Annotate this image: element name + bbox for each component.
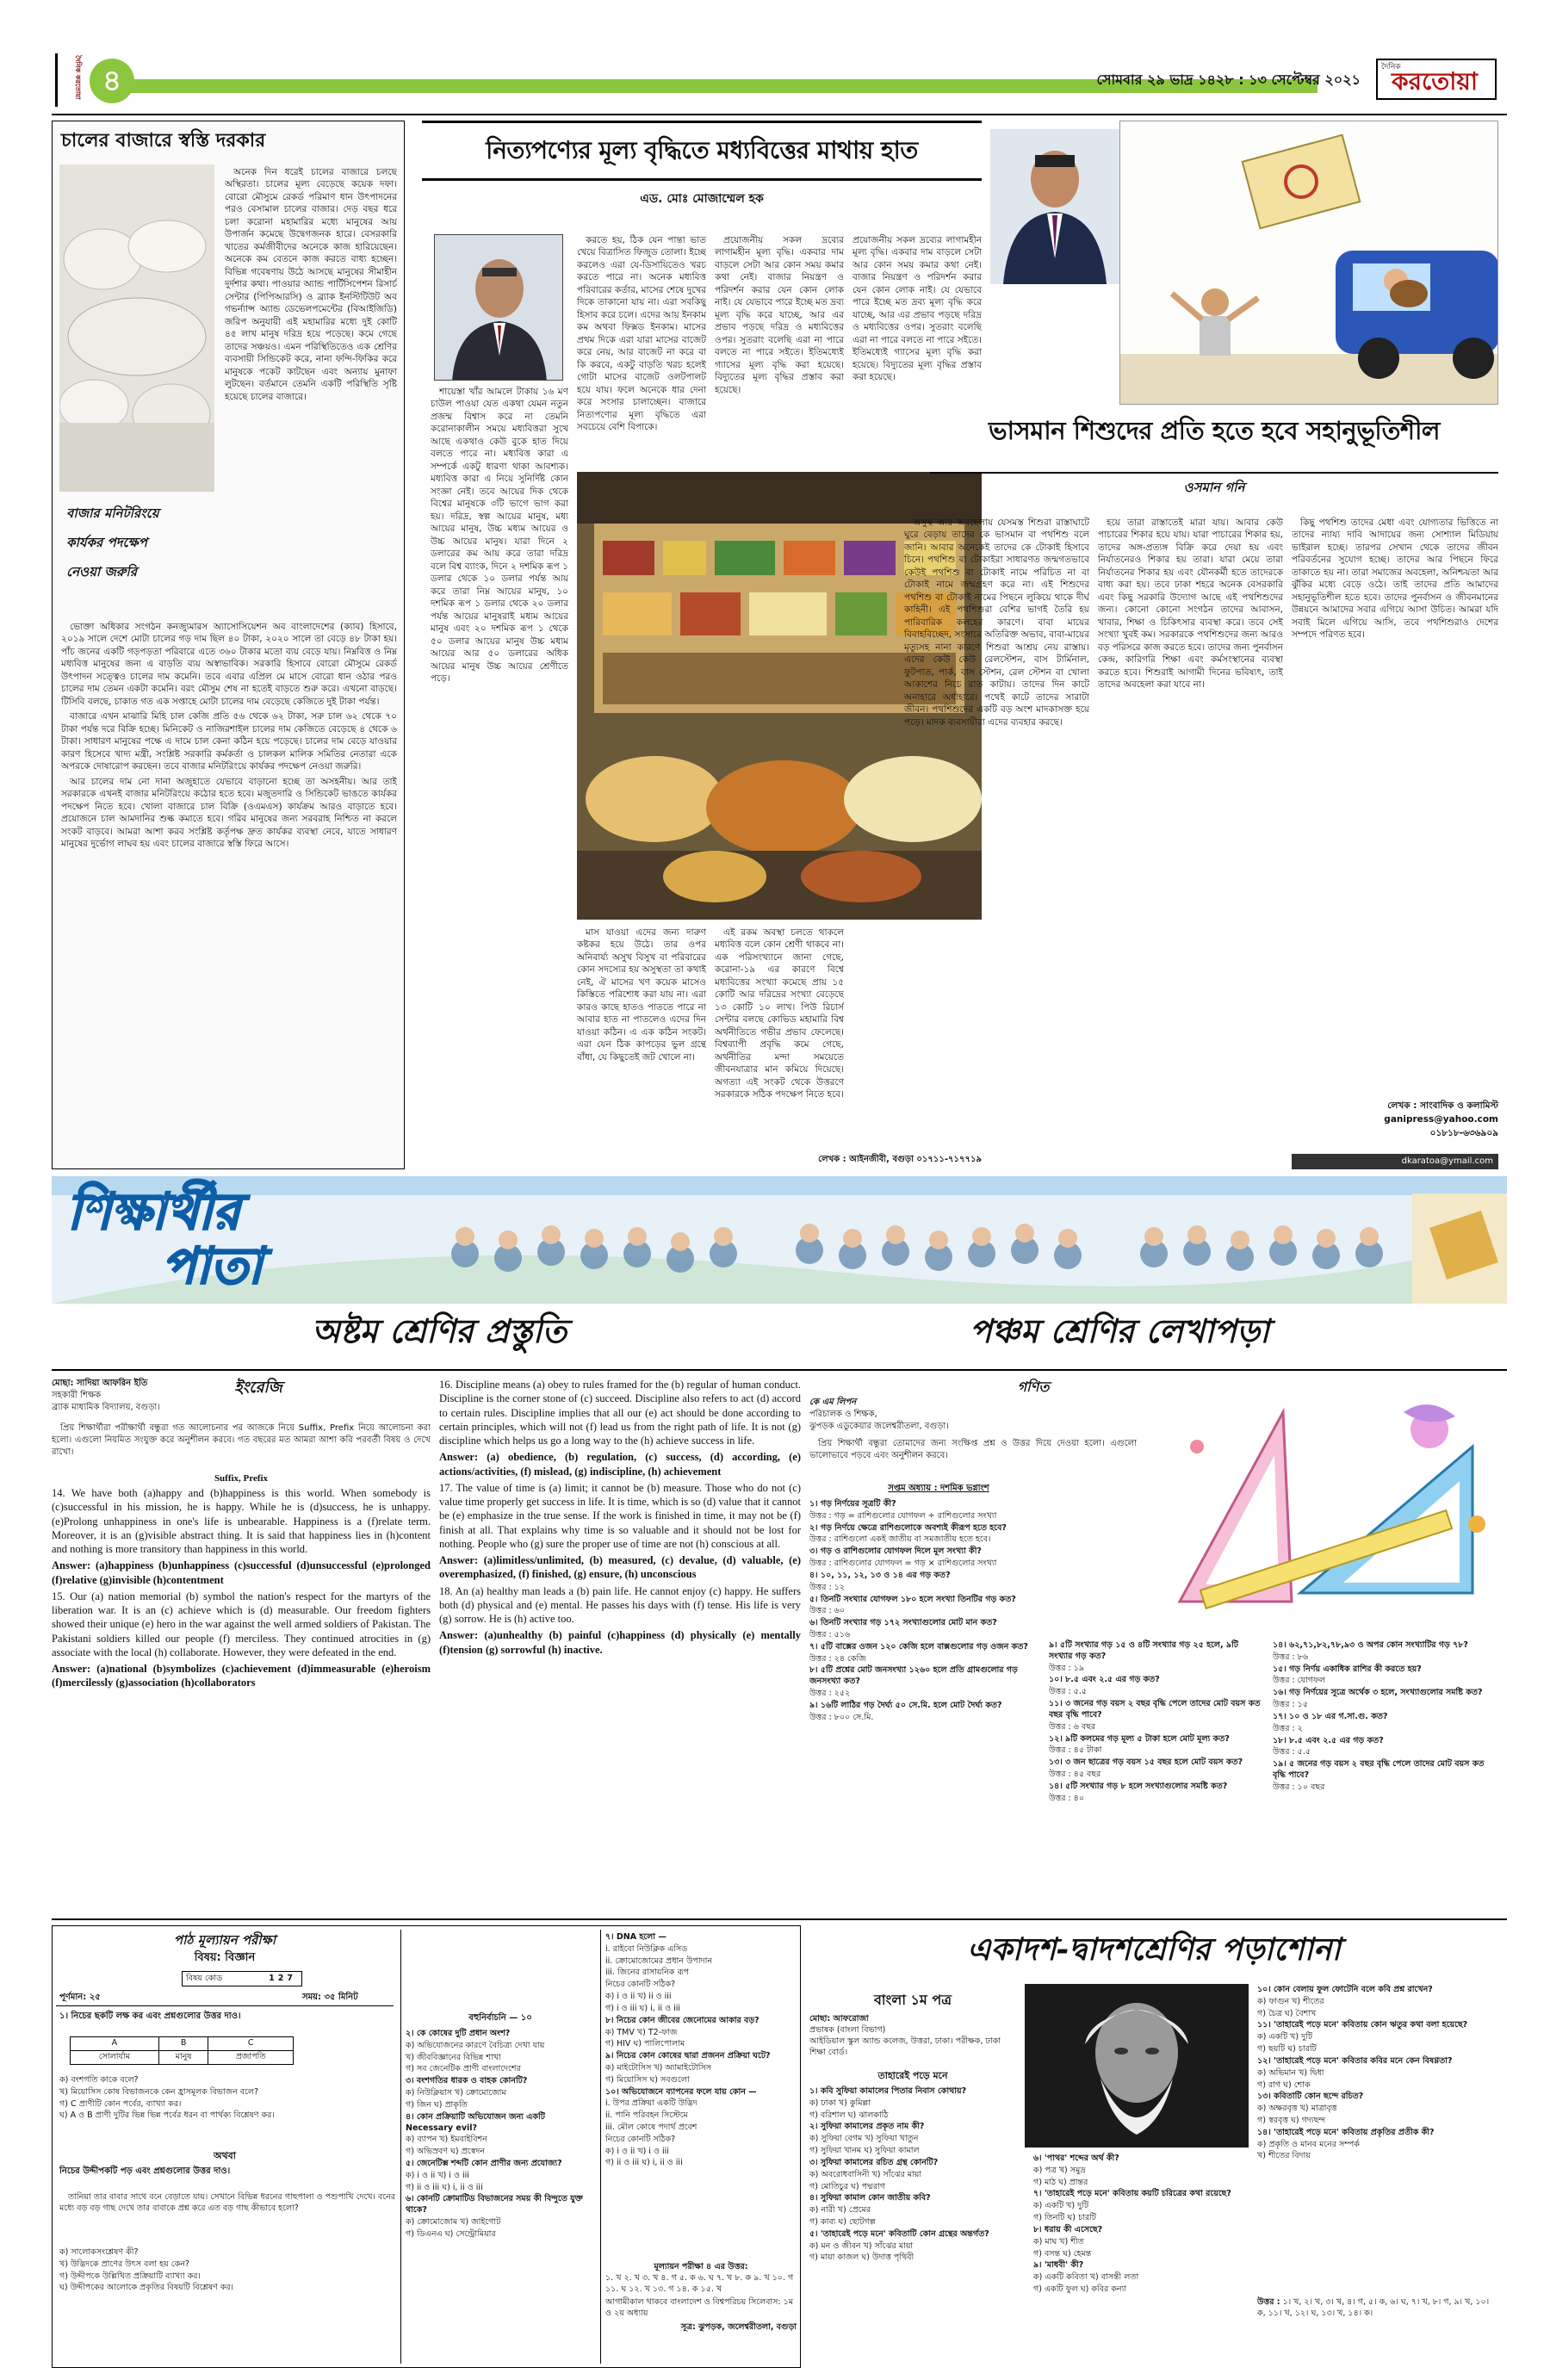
math-qa-line: ৯। ১৬টি লাঠির গড় দৈর্ঘ্য ৫০ সে.মি. হলে মোট দৈর্ঘ্য কত? (809, 1700, 1002, 1710)
class5-qa-mid (1049, 1639, 1264, 1912)
math-qa-line: উত্তর : ১২ (809, 1582, 846, 1592)
mcq-line: গ) ডিএনএ ঘ) সেন্ট্রোমিয়ার (406, 2228, 496, 2239)
class11-heading: একাদশ-দ্বাদশশ্রেণির পড়াশোনা (967, 1931, 1341, 1968)
exam-question-part: খ) উদ্ভিদকে প্রাণের উৎস বলা হয় কেন? (59, 2259, 189, 2269)
mcq-line: গ) HIV ঘ) পালিপোলাম (605, 2039, 685, 2049)
class5-intro: প্রিয় শিক্ষার্থী বন্ধুরা তোমাদের জন্য সংক্ষিপ্ত প্রশ্ন ও উত্তর দিয়ে দেওয়া হলো। এগুলো ভালোভাবে পড়বে এবং অনুশীলন করবে। (809, 1439, 1137, 1460)
bangla-mcq-line: ক) ঢাকা খ) কুমিল্লা (809, 2098, 871, 2108)
math-qa-line: ৫। তিনটি সংখ্যার যোগফল ১৮০ হলে সংখ্যা তিনটির গড় কত? (809, 1594, 1016, 1604)
mcq-line: ক) i ও ii খ) ii ও iii (605, 1992, 672, 2002)
inflation-footer: লেখক : আইনজীবী, বগুড়া ০১৭১১-৭১৭৭১৯ (818, 1155, 982, 1164)
bangla-mcq-line: গ) স্বরবৃত্ত ঘ) গদ্যছন্দ (1257, 2115, 1326, 2125)
class11-qa-left (809, 2086, 1025, 2366)
math-qa-line: ১৯। ৫ জনের গড় বয়স ২ বছর বৃদ্ধি পেলে তাদের মোট বয়স কত বৃদ্ধি পাবে? (1273, 1759, 1485, 1780)
exam-q1: ১। নিচের ছকটি লক্ষ কর এবং প্রশ্নগুলোর উত্তর দাও। (59, 2011, 241, 2021)
bangla-mcq-line: ক) নারী খ) প্রেমের (809, 2205, 871, 2216)
math-qa-line: ৬। তিনটি সংখ্যার গড় ১৭২ সংখ্যাগুলোর মোট মান কত? (809, 1618, 997, 1628)
mcq-line: ক) নিউক্লিয়াস খ) ক্রোমোজোম (406, 2088, 506, 2098)
street-child-cartoon (1120, 121, 1498, 405)
class11-qa-mid (1033, 2153, 1249, 2366)
class8-english-right: 16. Discipline means (a) obey to rules framed for the (b) regular of human conduct. Discipline is the corner stone of (c) succeed. Discipline also refers to act (d) accord to certain rules. Discipline implies that all our (e) act should be done according to certain principles, which will not (f) lead us from the right path of life. It is not (g) discipline which helps us go a long way to the (h) achieve success in life. Answer: (a) obedience, (b) regulation, (c) success, (d) according, (e) actions/activities, (f) mislead, (g) indiscipline, (h) achievement 17. The value of time is (a) limit; it cannot be (b) measure. Those who do not (c) value time properly get success in life. It is time, which is so (d) value that it cannot be (e) emphasize in the true sense. If the work is finished in time, it may not be (f) finish at all. That explains why time is so valuable and it should not be lost for nothing. People who (g) sure the proper use of time are not (h) conscious at all. Answer: (a)limitless/unlimited, (b) measured, (c) devalue, (d) valuable, (e) overemphasized, (f) finished, (g) ensure, (h) unconscious 18. An (a) healthy man leads a (b) pain life. He cannot enjoy (c) happy. He suffers both (d) physical and (e) mental. He passes his days with (f) tense. His life is very (g) sorrow. He is (h) active too. Answer: (a)unhealthy (b) painful (c)happiness (d) physically (e) mentally (f)tension (g) sorrowful (h) inactive. (439, 1379, 801, 1656)
math-qa-line: ১৬। গড় নির্ণয়ের সূত্রে অর্থেক ৩ হলে, সংখ্যাগুলোর সমষ্টি কত? (1273, 1688, 1483, 1698)
exam-q1-parts (59, 2074, 395, 2147)
author-photo-mojammel (434, 234, 563, 381)
ruler-triangle-illustration (1145, 1378, 1498, 1636)
rice-editorial-box (52, 121, 405, 1169)
math-qa-line: উত্তর : ৪৫ টাকা (1049, 1745, 1102, 1756)
bangla-mcq-line: গ) কাব্য ঘ) ছোটগল্প (809, 2216, 876, 2227)
inflation-author: এড. মোঃ মোজাম্মেল হক (640, 192, 764, 206)
bangla-mcq-line: ১০। কোন বেলায় ফুল ফোটেনি বলে কবি প্রশ্ন রাখেন? (1257, 1985, 1433, 1994)
bangla-mcq-line: ১২। 'তাহারেই পড়ে মনে' কবিতার কবির মনে কেন বিষণ্ণতা? (1257, 2055, 1453, 2066)
inflation-col-1: শায়েস্তা খাঁর আমলে টাকায় ১৬ মণ চাউল পাওয়া যেত একথা যেমন নতুন প্রজন্ম বিশ্বাস করে না তেমনি করোনাকালীন সময়ে মধ্যবিত্তরা সুখে আছে একথাও কেউ বুকে হাত দিয়ে বলতে পারে না। মধ্যবিত্ত কারা এ সম্পর্কে একটু ধারণা থাকা আবশ্যক। মধ্যবিত্ত কারা এ নিয়ে সুনির্দিষ্ট কোন সংজ্ঞা নেই। তবে আয়ের দিক থেকে বিশ্বের মানুষকে ৩টি ভাগে ভাগ করা হয়। দরিদ্র, স্বল্প আয়ের মানুষ, মধ্য আয়ের মানুষ, উচ্চ মধ্যম আয়ের ও উচ্চ আয়ের মানুষ। যারা দিনে ২ ডলারের কম আয় করে তারা দরিদ্র বলে বিশ্ব ব্যাংক, দিনে ২ দশমিক ৰূপ ১ ডলার থেকে ১০ ডলার পর্যন্ত আয় করে তারা নিম্ন আয়ের মানুষ, ১০ দশমিক ৰূপ ১ ডলার থেকে ২০ ডলার পর্যন্ত আয়ের মানুষরাই মধ্যম আয়ের মানুষ এবং ২০ দশমিক ৰূপ ১ থেকে ৫০ ডলার আয়ের মানুষ উচ্চ মধ্যম আয়ের আর ৫০ ডলারের অধিক আয়ের মানুষ উচ্চ আয়ের শ্রেণীতে পড়ে। (431, 387, 568, 685)
rice-para-1: অনেক দিন ধরেই চালের বাজারে চলছে অস্থিরতা। চালের মূল্য বেড়েছে কয়েক দফা। বোরো মৌসুমে রেকর্ড পরিমাণ ধান উৎপাদনের পরও বেসামাল চালের বাজার। দেড় বছর ধরে চলা করোনা মহামারির মধ্যে মানুষের আয় উপার্জন কমেছে উদ্বেগজনক হারে। বেসরকারি খাতের কর্মজীবীদের অনেকে কাজ হারিয়েছেন। অনেকে কম বেতনে কাজ করতে বাধ্য হচ্ছেন। বিভিন্ন গবেষণায় উঠে আসছে মানুষের সীমাহীন দুর্দশার কথা। পাওয়ার অ্যান্ড পার্টিসিপেশন রিসার্চ সেন্টার (পিপিআরসি) ও ব্র্যাক ইনস্টিটিউট অব গভর্ন্যান্স অ্যান্ড ডেভেলপমেন্টের (বিআইজিডি) জরিপ অনুযায়ী এই মহামারির মধ্যে দুই কোটি ৪৫ লাখ মানুষ দরিদ্র হয়ে পড়েছে। কমে গেছে তাদের সঞ্চয়ও। এমন পরিস্থিতিতেও এক শ্রেণির ব্যবসায়ী সিন্ডিকেট করে, নানা ফন্দি-ফিকির করে মানুষকে পকেট কাটছেন এবং অন্যায় মুনাফা লুটছেন। বর্তমানে তেমনি একটি পরিস্থিতি সৃষ্টি হয়েছে চালের বাজারে। (225, 167, 397, 402)
math-qa-line: উত্তর : ৫১৬ (809, 1629, 851, 1639)
bangla-mcq-line: ৩। সুফিয়া কামালের রচিত গ্রন্থ কোনটি? (809, 2157, 939, 2167)
mcq-line: ক) অভিযোজনের কারণে বৈচিত্র্য দেখা যায় (406, 2040, 545, 2050)
bangla-mcq-line: ক) অক্ষরবৃত্ত খ) মাত্রাবৃত্ত (1257, 2104, 1337, 2114)
class11-answers: উত্তর : ১। খ, ২। খ, ৩। খ, ৪। গ, ৫। ক, ৬। ঘ, ৭। খ, ৮। গ, ৯। খ, ১০। ক, ১১। খ, ১২। ঘ, ১৩। খ, ১৪। ক। (1257, 2297, 1490, 2318)
math-qa-line: উত্তর : ৮০০ সে.মি. (809, 1712, 874, 1722)
math-qa-line: ৭। ৫টি বাক্সের ওজন ১২০ কেজি হলে বাক্সগুলোর গড় ওজন কত? (809, 1641, 1028, 1652)
bangla-mcq-line: গ) বরিশাল ঘ) ঝালকাঠি (809, 2110, 889, 2120)
rice-sacks-illustration (59, 164, 214, 492)
exam-mcq-label: বহুনির্বাচনি — ১০ (468, 2013, 532, 2023)
class8-subject: ইংরেজি (234, 1379, 282, 1397)
portrait-icon (990, 129, 1119, 284)
mcq-line: ক) ক্রোমোজোম খ) জাইগোট (406, 2217, 501, 2227)
math-qa-line: ১। গড় নির্ণয়ের সূত্রটি কী? (809, 1499, 896, 1509)
street-col-2: হয়ে তারা রাস্তাতেই মারা যায়। আবার কেউ পাচারের শিকার হয়ে যায়। যারা পাচারের শিকার হয়, তাদের অঙ্গ-প্রত্যঙ্গ বিক্রি করে দেয়া হয় এবং নির্যাতনেরও শিকার হয় তারা। যারা মেয়ে তারা নির্যাতনের শিকার হয় এবং যৌনকর্মী হতে তাদেরকে বাধ্য করা হয়। তবে ঢাকা শহরে অনেক বেসরকারি এবং কিছু সরকারি উদ্যোগ আছে এই পথশিশুদের জন্য। কোনো কোনো সংগঠন তাদের আবাসন, খাবার, শিক্ষা ও চিকিৎসার ব্যবস্থা করে। তবে সেই সংখ্যা খুবই কম। সরকারকে পথশিশুদের জন্য আরও বড় পরিসরে কাজ করতে হবে। তাদের জন্য পুনর্বাসন কেন্দ্র, কারিগরি শিক্ষা এবং কর্মসংস্থানের ব্যবস্থা করতে হবে। শিশুরাই আগামী দিনের ভবিষ্যৎ, তাই তাদের অবহেলা করা যাবে না। (1098, 518, 1283, 691)
math-qa-line: ১১। ৩ জনের গড় বয়স ২ বছর বৃদ্ধি পেলে তাদের মোট বয়স কত বছর বৃদ্ধি পাবে? (1049, 1699, 1261, 1720)
bangla-mcq-line: ৪। সুফিয়া কামাল কোন জাতীয় কবি? (809, 2193, 931, 2203)
exam-table (70, 2036, 294, 2065)
math-qa-line: ১২। ৯টি কলমের গড় মূল্য ৫ টাকা হলে মোট মূল্য কত? (1049, 1733, 1230, 1744)
bangla-mcq-line: গ) মোতিচুর ঘ) পদ্মরাগ (809, 2181, 885, 2191)
math-qa-line: উত্তর : গড় = রাশিগুলোর যোগফল ÷ রাশিগুলোর সংখ্যা (809, 1510, 997, 1521)
exam-code-box: বিষয় কোড 127 (182, 1971, 302, 1986)
bangla-mcq-line: ৯। 'মাধবী' কী? (1033, 2260, 1084, 2271)
math-qa-line: উত্তর : ৫.৫ (1273, 1747, 1311, 1757)
inflation-col-4: মাস যাওয়া এদের জন্য দারুণ কষ্টকর হয়ে উঠে। তার ওপর অনিবার্য্য অসুখ বিসুখ বা পরিবারের কোন সদস্যের হয় অসুস্থতা তা কথাই নেই, ঐ মাসের খণ কয়েক মাসেও কিস্তিতে পরিশোধ করা যায় না। এরা কারও কাছে হাতও পাততে পারে না আবার হাত না পাতলেও এদের দিন যাওয়া কঠিন। এ এক কঠিন সংকট। এরা যেন ঠিক কাপড়ের ভুল গ্রন্থে বাঁধা, যে কিছুতেই জট খোলে না। (577, 927, 706, 1063)
exam-table-header: A B C (71, 2037, 294, 2051)
bangla-mcq-line: গ) তিনটি ঘ) চারটি (1033, 2213, 1096, 2223)
inflation-title-bar (422, 121, 982, 181)
rice-side-heading: বাজার মনিটরিংয়ে কার্যকর পদক্ষেপ নেওয়া জরুরি (66, 505, 159, 580)
section-rule (52, 1369, 1507, 1371)
date-line: সোমবার ২৯ ভাদ্র ১৪২৮ : ১৩ সেপ্টেম্বর ২০২১ (1096, 71, 1361, 88)
bangla-mcq-line: ৮। ধরায় কী এসেছে? (1033, 2224, 1103, 2234)
exam-mcq-col-2 (605, 1931, 797, 2259)
mcq-line: ৮। নিচের কোন জীবের জেনোমের আকার বড়? (605, 2015, 760, 2025)
exam-table-row: সোলার্যাম মানুষ প্রজাপতি (71, 2050, 294, 2064)
class5-subject: গণিত (1017, 1379, 1050, 1395)
bangla-mcq-line: গ) মাঠ ঘ) প্রান্তর (1033, 2177, 1088, 2187)
mcq-line: ক) i ও ii খ) i ও iii (605, 2146, 669, 2156)
exam-q1b-parts (59, 2247, 395, 2364)
math-qa-line: ১৫। গড় নির্ণয় একাধিক রাশির কী করতে হয়? (1273, 1664, 1422, 1674)
mcq-line: ii. ক্রোমোজোমের প্রধান উপাদান (605, 1955, 713, 1966)
math-qa-line: উত্তর : ২ (1273, 1723, 1303, 1733)
exam-box (52, 1925, 801, 2368)
portrait-icon (435, 235, 563, 381)
exam-subject: বিষয়: বিজ্ঞান (194, 1951, 256, 1964)
math-qa-line: উত্তর : ৫.৫ (1049, 1687, 1088, 1697)
bangla-mcq-line: ৬। 'পাথর' শব্দের অর্থ কী? (1033, 2154, 1119, 2163)
brand-logo: দৈনিক করতোয়া (1376, 59, 1497, 100)
bangla-mcq-line: গ) মায়া কাজল ঘ) উদাত্ত পৃথিবী (809, 2253, 914, 2263)
exam-question-part: ক) বংশগতি কাকে বলে? (59, 2075, 139, 2085)
street-footer: লেখক : সাংবাদিক ও কলামিস্ট ganipress@yahoo.com ০১৮১৮-৬৩৬৯০৯ (1384, 1100, 1498, 1138)
rice-title: চালের বাজারে স্বস্তি দরকার (61, 129, 266, 152)
exam-question-part: ঘ) উদ্দীপকের আলোকে প্রকৃতির বিষয়টি বিশ্লেষণ কর। (59, 2283, 233, 2293)
mcq-line: গ) জিন ঘ) প্রাকৃতি (406, 2099, 468, 2110)
bangla-mcq-line: ক) অবরোধবাসিনী খ) সাঁঝের মায়া (809, 2169, 922, 2179)
bangla-mcq-line: গ) চৈত্র ঘ) বৈশাখ (1257, 2008, 1317, 2018)
bangla-mcq-line: গ) রাগ ঘ) শোক (1257, 2079, 1311, 2090)
math-qa-line: উত্তর : ১৫ (1273, 1700, 1308, 1710)
class11-author: মোছা: আফরোজা প্রভাষক (বাংলা বিভাগ) আইডিয়াল স্কুল অ্যান্ড কলেজ, উত্তরা, ঢাকা। পরীক্ষক, ঢাকা শিক্ষা বোর্ড। (809, 2014, 1001, 2057)
mcq-line: ১০। অভিযোজনে ব্যাপনের ফলে যায় কোন — (605, 2086, 757, 2097)
bangla-mcq-line: ২। সুফিয়া কামালের প্রকৃত নাম কী? (809, 2122, 925, 2132)
mcq-line: গ) মিয়োসিস ঘ) সবগুলো (605, 2074, 690, 2085)
exam-question-part: গ) উদ্দীপকে উল্লিখিত প্রক্রিয়াটি ব্যাখ্যা কর। (59, 2271, 201, 2281)
math-qa-line: উত্তর : ৪০ (1049, 1793, 1085, 1803)
exam-question-part: ঘ) A ও B প্রাণী দুটির ভিন্ন ভিন্ন পর্বের ধরন বা পার্থক্য বিশ্লেষণ কর। (59, 2110, 275, 2121)
mcq-line: ৯। নিচের কোন কোষের দ্বারা প্রজনন প্রক্রিয়া ঘটে? (605, 2051, 771, 2061)
math-qa-line: উত্তর : ৮৬ (1273, 1652, 1309, 1662)
math-qa-line: ৩। গড় ও রাশিগুলোর যোগফল দিলে মূল সংখ্যা কী? (809, 1546, 982, 1557)
mcq-line: ২। কে কোষের দুটি প্রধান অংশ? (406, 2029, 511, 2038)
mcq-line: খ) জীববিজ্ঞানের বিভিন্ন শাখা (406, 2052, 501, 2062)
class5-qa-right (1273, 1639, 1498, 1912)
street-title-bar (930, 396, 1498, 465)
mcq-line: ৫। জেনেটিক্স শব্দটি কোন প্রাণীর জন্য প্রযোজ্য? (406, 2158, 562, 2168)
inflation-title: নিত্যপণ্যের মূল্য বৃদ্ধিতে মধ্যবিত্তের মাথায় হাত (486, 136, 918, 164)
exam-col-divider (400, 1930, 401, 2364)
exam-answers: মূল্যায়ন পরীক্ষা ৪ এর উত্তর: ১. খ ২. খ ৩. খ ৪. গ ৫. ক ৬. ঘ ৭. খ ৮. ক ৯. খ ১০. গ ১১. ঘ ১২. খ ১৩. গ ১৪. ক ১৫. খ আগামীকাল থাকবে বাংলাদেশ ও বিশ্বপরিচয় সিলেবাস: ১ম ও ২য় অধ্যায় সূত্র: ঝুপড়ক, জলেশ্বরীতলা, বগুড়া (605, 2262, 797, 2333)
street-title: ভাসমান শিশুদের প্রতি হতে হবে সহানুভূতিশীল (989, 416, 1440, 445)
bangla-mcq-line: খ) শীতের বিদায় (1257, 2151, 1311, 2161)
math-qa-line: উত্তর : রাশিগুলো একই জাতীয় বা সমজাতীয় হতে হবে। (809, 1534, 991, 1545)
mcq-line: i. রাইবো নিউক্লিক এসিড (605, 1943, 688, 1954)
mcq-line: ক) মাইটোসিস খ) অ্যামাইটোসিস (605, 2062, 712, 2073)
class5-chapter: সপ্তম অধ্যায় : দশমিক ভগ্নাংশ (888, 1484, 989, 1493)
math-qa-line: ১৪। ৬২,৭১,৮২,৭৮,৯৩ ও অপর কোন সংখ্যাটির গড় ৭৮? (1273, 1640, 1468, 1650)
masthead (52, 53, 1498, 110)
inflation-col-6: প্রয়োজনীয় সকল দ্রব্যের লাগামহীন মূল্য বৃদ্ধি। একবার দাম বাড়লে সেটা আর কোন সময় কমার কথা নেই। বাজার নিয়ন্ত্রণ ও পরিদর্শন করার যেন কোন লোক নাই। যে যেভাবে পারে ইচ্ছে মত দ্রব্য মূল্য বৃদ্ধি করে যাচ্ছে, আর এর প্রভাব পড়ছে দরিদ্র ও মধ্যবিত্তের ওপর। সুতরাং বলেছি এরা না পারে বলতে না পারে সইতে। ইতিমধ্যেই গ্যাসের মূল্য বৃদ্ধি করা হয়েছে। বিদ্যুতের মূল্য বৃদ্ধির প্রস্তাব করা হয়েছে। (852, 235, 982, 383)
street-cartoon (1119, 121, 1498, 405)
exam-question-part: ক) সালোকসংশ্লেষণ কী? (59, 2247, 139, 2257)
exam-marks: পূর্ণমান: ২৫ (59, 1993, 101, 2002)
math-qa-line: ১৩। ৩ জন ছাত্রের গড় বয়স ১৫ বছর হলে মোট বয়স কত? (1049, 1757, 1243, 1768)
class5-heading: পঞ্চম শ্রেণির লেখাপড়া (969, 1311, 1269, 1350)
math-qa-line: উত্তর : ১০ বছর (1273, 1782, 1325, 1792)
class8-heading: অষ্টম শ্রেণির প্রস্তুতি (311, 1311, 567, 1350)
exam-q1b-text: তানিয়া তার বাবার সাথে বনে বেড়াতে যায়। সেখানে বিভিন্ন ধরনের গাছপালা ও পশুপাখি দেখে। বনের মধ্যে বড় বড় গাছ দেখে তার বাবাকে প্রশ্ন করে এত বড় গাছ কীভাবে হলো? (59, 2192, 395, 2214)
math-qa-line: উত্তর : ৬ বছর (1049, 1721, 1096, 1732)
inflation-col-3: প্রয়োজনীয় সকল দ্রব্যের লাগামহীন মূল্য বৃদ্ধি। একবার দাম বাড়লে সেটা আর কোন সময় কমার কথা নেই। বাজার নিয়ন্ত্রণ ও পরিদর্শন করার যেন কোন লোক নাই। যে যেভাবে পারে ইচ্ছে মত দ্রব্য মূল্য বৃদ্ধি করে যাচ্ছে, আর এর প্রভাব পড়ছে দরিদ্র ও মধ্যবিত্তের ওপর। সুতরাং বলেছি এরা না পারে বলতে না পারে সইতে। ইতিমধ্যেই গ্যাসের মূল্য বৃদ্ধি করা হয়েছে। বিদ্যুতের মূল্য বৃদ্ধির প্রস্তাব করা হয়েছে। (715, 235, 844, 395)
street-title-rule (930, 472, 1498, 474)
math-qa-line: উত্তর : ২৫২ (809, 1689, 851, 1698)
bangla-mcq-line: ১৩। কবিতাটি কোন ছন্দে রচিত? (1257, 2092, 1364, 2102)
mcq-line: ক) ব্যাপন খ) ইমবাইবিশন (406, 2135, 487, 2145)
math-qa-line: উত্তর : যোগফল (1273, 1676, 1325, 1686)
bangla-mcq-line: গ) সুফিয়া খানম ঘ) সুফিয়া কামাল (809, 2146, 920, 2156)
exam-mcq-col-1 (406, 2028, 595, 2380)
mcq-line: ৭। DNA হলো — (605, 1932, 666, 1942)
mcq-line: নিচের কোনটি সঠিক? (605, 2134, 676, 2144)
bangla-mcq-line: ৭। 'তাহারেই পড়ে মনে' কবিতায় কয়টি চরিত্রের কথা রয়েছে? (1033, 2189, 1231, 2199)
bangla-mcq-line: ১। কবি সুফিয়া কামালের পিতার নিবাস কোথায়? (809, 2086, 967, 2096)
math-qa-line: ৯। ৫টি সংখ্যার গড় ১৫ ও ৪টি সংখ্যার গড় ২৫ হলে, ৯টি সংখ্যার গড় কত? (1049, 1640, 1238, 1661)
student-banner (52, 1176, 1507, 1304)
math-qa-line: উত্তর : ৬০ (809, 1606, 846, 1616)
bangla-mcq-line: ক) একটি কবিতা খ) বাসন্তী লতা (1033, 2272, 1139, 2283)
bangla-mcq-line: ক) অভিমান খ) দ্বিধা (1257, 2067, 1324, 2078)
math-qa-line: ১৪। ৫টি সংখ্যার গড় ৮ হলে সংখ্যাগুলোর সমষ্টি কত? (1049, 1781, 1228, 1791)
street-author: ওসমান গনি (1183, 480, 1245, 495)
mcq-line: গ) ii ও iii ঘ) i, ii ও iii (406, 2182, 483, 2192)
email-strip: dkaratoa@ymail.com (1292, 1154, 1498, 1169)
math-qa-line: উত্তর : ২৪ কেজি (809, 1653, 866, 1664)
inflation-col-2: করতে হয়, ঠিক যেন পান্তা ভাত খেয়ে বিত্রাসিত ফিজুড তোলা। ইচ্ছে করলেও এরা যে-ডিসায়িতেও খরচ করতে পারে না। অনেক মধ্যবিত্ত পরিবারের কর্তার, মাসের শেষে দুখের দিকে তাকানো যায় না। এরা সবকিছু হিসাব করে চলে। এদের আয় ইনকাম কম অথবা ফিক্সড ইনকাম। মাসের প্রথম দিকে এরা যারা মাসের বাজেট করে নেয়, আর বাজেট না করে বা কি করবে, একটু বাড়তি খরচ হলেই গোটা মাসের বাজেট ওলটপালট হয়ে যায়। ফলে অনেকে ধার দেনা করে সংসার চালাচ্ছেন। বাজারে নিত্যপণ্যের মূল্য বৃদ্ধিতে এরা সবচেয়ে বেশি বিপাকে। (577, 235, 706, 433)
bangla-mcq-line: ক) মাঘ খ) শীত (1033, 2236, 1084, 2247)
math-qa-line: ১০। ৮.৫ এবং ২.৫ এর গড় কত? (1049, 1675, 1160, 1685)
exam-time: সময়: ৩৫ মিনিট (302, 1993, 358, 2002)
math-qa-line: ২। গড় নির্ণয়ে ক্ষেত্রে রাশিগুলোকে অবশ্যই কীরূপ হতে হবে? (809, 1522, 1007, 1533)
poet-portrait-image (1025, 1984, 1249, 2148)
bangla-mcq-line: ৫। 'তাহারেই পড়ে মনে' কবিতাটি কোন গ্রন্থের অন্তর্গত? (809, 2228, 989, 2239)
rice-photo (59, 164, 214, 492)
exam-question-part: গ) C প্রাণীটি কোন পর্বের, ব্যাখ্যা কর। (59, 2098, 182, 2109)
math-qa-line: ১৮। ৮.৫ এবং ২.৫ এর গড় কত? (1273, 1735, 1384, 1745)
class11-qa-right (1257, 1984, 1498, 2294)
bangla-mcq-line: ক) ফাগুন খ) শীতের (1257, 1996, 1324, 2006)
math-qa-line: ৮। ৫টি প্রশ্নের মোট জনসংখ্যা ১২৬০ হলে প্রতি গ্রামগুলোর গড় জনসংখ্যা কত? (809, 1665, 1018, 1687)
exam-col-divider-2 (600, 1930, 601, 2364)
bangla-mcq-line: ক) প্রকৃতি ও মানব মনের সম্পর্ক (1257, 2139, 1360, 2149)
class8-topic: Suffix, Prefix (214, 1473, 269, 1484)
mcq-line: ii. পানি পরিবহন সিস্টেমে (605, 2110, 688, 2121)
class11-topic: তাহারেই পড়ে মনে (877, 2070, 948, 2081)
bangla-mcq-line: ক) পত্র খ) সমুদ্র (1033, 2165, 1086, 2175)
math-qa-line: উত্তর : ১৯ (1049, 1663, 1084, 1673)
bangla-mcq-line: ১১। 'তাহারেই পড়ে মনে' কবিতায় কোন ঋতুর কথা বলা হয়েছে? (1257, 2020, 1468, 2030)
geometry-illustration (1145, 1378, 1498, 1636)
mcq-line: ৩। বংশগতির ধারক ও বাহক কোনটি? (406, 2076, 528, 2086)
bangla-mcq-line: ক) একটি খ) দুটি (1257, 2032, 1313, 2042)
class8-intro: প্রিয় শিক্ষার্থীরা পরীক্ষার্থী বন্ধুরা গত আলোচনার পর আজকে নিয়ে Suffix, Prefix নিয়ে আলোচনা করা হলো। এগুলো নিয়মিত সংযুক্ত করে অনুশীলন করবে। গত বছরের মত আমরা আশা করি পরবর্তী বিষয় ও দেখে রাখো। (52, 1423, 431, 1457)
bangla-mcq-line: ১৪। 'তাহারেই পড়ে মনে' কবিতায় প্রকৃতির প্রতীক কী? (1257, 2127, 1435, 2137)
exam-heading: পাঠ মূল্যায়ন পরীক্ষা (173, 1932, 276, 1948)
mcq-line: iii. মৌল কোষে পদার্থ প্রবেশ (605, 2123, 698, 2132)
mcq-line: গ) i ও iii ঘ) i, ii ও iii (605, 2003, 681, 2013)
exam-q1b: নিচের উদ্দীপকটি পড় এবং প্রশ্নগুলোর উত্তর দাও। (59, 2166, 231, 2176)
bangla-mcq-line: ক) সুফিয়া বেগম খ) সুফিয়া খাতুন (809, 2134, 919, 2144)
mid-rule (52, 1918, 1507, 1920)
page-number: ৪ (90, 59, 134, 103)
mcq-line: ক) TMV খ) T2-ফাজ (605, 2027, 678, 2037)
mcq-line: ৪। কোন প্রক্রিয়াটি অভিযোজন জন্য একটি Necessary evil? (406, 2111, 545, 2133)
class5-author: কে এম লিপন পরিচালক ও শিক্ষক, ঝুপড়ক এডুকেয়ার জলেশ্বরীতলা, বগুড়া। (809, 1398, 949, 1431)
mcq-line: i. উপর প্রক্রিয়া একটি উদ্ভিদ (605, 2098, 698, 2109)
bangla-mcq-line: ক) মন ও জীবন খ) সাঁঝের মায়া (809, 2241, 914, 2251)
poet-photo (1025, 1984, 1249, 2148)
math-qa-line: ৪। ১০, ১১, ১২, ১৩ ও ১৪ এর গড় কত? (809, 1570, 951, 1580)
rice-para-2: ভোক্তা অধিকার সংগঠন কনজ্যুমারস অ্যাসোসিয়েশন অব বাংলাদেশের (ক্যাব) হিসাবে, ২০১৯ সালে দেশে মোটা চালের গড় দাম ছিল ৪০ টাকা, ২০২০ সালে তা বেড়ে ৪৮ টাকা হয়। পাঁচ জনের একটি গড়পড়তা পরিবারে এতে ৩৬০ টাকার মতো ব্যয় বেড়ে যায়। নিম্নবিত্ত ও নিম্ন মধ্যবিত্ত মানুষের জন্য এ বাড়তি ব্যয় অস্বাভাবিক। সরকারি হিসাবে বোরো মৌসুমে রেকর্ড উৎপাদন সত্ত্বেও চালের দাম কমেনি। তবে এবার এপ্রিল মে মাসে বোরো ধান ওঠার পরও চালের দাম তেমন একটা কমেনি। বরং মৌসুম শেষ না হতেই বাড়তে শুরু করে। এখনো বাড়ছে। টিসিবি বলছে, চাকাত গত এক সপ্তাহে মোটা চালের দাম বেড়েছে কেজিতে দুই টাকা পর্যন্ত। বাজারে এখন মাঝারি মিহি চাল কেজি প্রতি ৫৬ থেকে ৬২ টাকা, সরু চাল ৬২ থেকে ৭০ টাকা পর্যন্ত দরে বিক্রি হচ্ছে। মিনিকেট ও নাজিরশাইল চালের দাম কেজিতে বেড়েছে ৪ থেকে ৬ টাকা। সাধারণ মানুষের পক্ষে এ দামে চাল কেনা কঠিন হয়ে পড়েছে। চালের দাম বেড়ে যাওয়ার কারণ হিসেবে খাদ্য মন্ত্রী, সংশ্লিষ্ট সরকারি কর্মকর্তা ও চালকল মালিক সমিতির নেতারা একে অপরকে দোষারোপ করছেন। তবে বাজার মনিটরিংয়ে কার্যকর পদক্ষেপ নেওয়া জরুরি। আর চালের দাম নো দানা অজুহাতে যেভাবে বাড়ানো হচ্ছে তা অসহনীয়। আর তাই সরকারকে এখনই বাজার মনিটরিংয়ে কঠোর হতে হবে। মজুতদারি ও সিন্ডিকেট ভাঙতে কার্যকর পদক্ষেপ নিতে হবে। খোলা বাজারে চাল বিক্রি (ওএমএস) কার্যক্রম আরও বাড়াতে হবে। প্রয়োজনে চাল আমদানির শুল্ক কমাতে হবে। গরিব মানুষের জন্য সরবরাহ নিশ্চিত না করলে সংকট বাড়বে। আমরা আশা করব সংশ্লিষ্ট কর্তৃপক্ষ দ্রুত কার্যকর ব্যবস্থা নেবে, যাতে সাধারণ মানুষের দুর্ভোগ লাঘব হয় এবং চালের বাজারে স্বস্তি ফিরে আসে। (61, 622, 397, 850)
mcq-line: iii. জিনের রাসায়নিক রূপ (605, 1968, 689, 1978)
street-col-3: কিছু পথশিশু তাদের মেধা এবং যোগ্যতার ভিত্তিতে না তাদের ন্যায্য দাবি আদায়ের জন্য সোশ্যাল মিডিয়ায় ভাইরাল হচ্ছে। তারপর সেখান থেকে তাদের জীবন পরিবর্তনের সুযোগ হচ্ছে। তাদের আর পিছনে ফিরে তাকাতে হয় না। তারা সমাজের অবহেলা, অনিশ্চয়তা আর ঝুঁকির মধ্যে বেড়ে ওঠে। তাই তাদের প্রতি আমাদের সহানুভূতিশীল হতে হবে। তাদের পুনর্বাসন ও জীবনমানের উন্নয়নে আমাদের সবার এগিয়ে আসা উচিত। আমরা যদি সবাই মিলে এগিয়ে আসি, তবে পথশিশুরাও দেশের সম্পদে পরিণত হবে। (1292, 518, 1498, 641)
class5-qa-left (809, 1498, 1042, 1912)
exam-question-part: খ) মিয়োসিস কোষ বিভাজনকে কেন হ্রাসমূলক বিভাজন বলে? (59, 2086, 259, 2097)
left-logo: দৈনিক করতোয়া (55, 53, 84, 107)
exam-rule (56, 2005, 394, 2006)
masthead-underline (52, 114, 1507, 115)
bangla-mcq-line: গ) বসন্ত ঘ) হেমন্ত (1033, 2248, 1092, 2259)
class11-subject: বাংলা ১ম পত্র (873, 1992, 952, 2008)
math-qa-line: উত্তর : রাশিগুলোর যোগফল = গড় × রাশিগুলোর সংখ্যা (809, 1559, 997, 1569)
author-photo-osman (990, 129, 1119, 284)
mcq-line: গ) অভিস্রবণ ঘ) প্রস্বেদন (406, 2147, 486, 2157)
bangla-mcq-line: গ) ছয়টি ঘ) চারটি (1257, 2044, 1317, 2055)
exam-or: অথবা (214, 2150, 236, 2161)
mcq-line: নিচের কোনটি সঠিক? (605, 1980, 676, 1990)
math-qa-line: উত্তর : ৪৫ বছর (1049, 1769, 1101, 1779)
mcq-line: গ) সব জেনেটিক প্রাণী বাংলাদেশের (406, 2064, 521, 2074)
street-col-1: অসুস্থ আর অবহেলায় যেসমস্ত শিশুরা রাস্তাঘাটে ঘুরে বেড়ায় তাদের কে ভাসমান বা পথশিশু বলে জানি। আবার অনেকেই তাদের কে টোকাই হিসাবে চিনে। পথশিশু বা টোকাইরা সাধারণত জন্মগতভাবে কেউই পথশিশু বা টোকাই নামে পরিচিত না বা টোকাই নামে জন্মগ্রহণ করে না। এই শিশুদের পথশিশু বা টোকাই নামের পিছনে লুকিয়ে থাকে দীর্ঘ কাহিনী। এই পথশিশুরা বেশির ভাগই তৈরি হয় পারিবারিক কলহের কারণে। বাবা মায়ের বিবাহবিচ্ছেদ, সংসারে অতিরিক্ত অভাব, বাবা-মায়ের মৃত্যুসহ নানা কারণে শিশুরা আশ্রয় নেয় রাস্তায়। এদের কেউ কেউ রেলস্টেশন, বাস টার্মিনাল, ফুটপাত, পার্ক, বাস স্টেশন, রেল স্টেশন বা খোলা আকাশের নিচে রাত কাটায়। তাদের দিন কাটে অনাহারে অর্ধাহারে। পথেই কাটে তাদের সারাটা জীবন। পথশিশুদের একটি বড় অংশ মাদকাসক্ত হয়ে পড়ে। মাদক ব্যবসায়ীরা এদের ব্যবহার করছে। (904, 518, 1089, 728)
mcq-line: ক) i ও ii খ) i ও iii (406, 2170, 469, 2180)
class8-english-left: 14. We have both (a)happy and (b)happiness is this world. When somebody is (c)successful in his mission, he is happy. While he is (d)success, he is unhappy. (e)Prolong unhappiness in one's life is unbearable. Happiness is a (f)relate term. Moreover, it is an (g)visible abstract thing. It is said that happiness lies in (h)content and nothing is more transitory than happiness in this world. Answer: (a)happiness (b)unhappiness (c)successful (d)unsuccessful (e)prolonged (f)relative (g)invisible (h)contentment 15. Our (a) nation memorial (b) symbol the nation's respect for the martyrs of the liberation war. It is an (c) achieve which is (d) measurable. Our freedom fighters showed their unique (e) hero in the war against the well armed soldiers of Pakistan. The Pakistani soldiers killed our people (f) merciless. They continued atrocities in (g) associate with the local (h) collaborate. However, they were defeated in the end. Answer: (a)national (b)symbolizes (c)achievement (d)immeasurable (e)heroism (f)mercilessly (g)association (h)collaborators (52, 1487, 431, 1689)
bangla-mcq-line: গ) একটি ফুল ঘ) কবির কন্যা (1033, 2284, 1127, 2294)
class8-author: মোছা: সাদিয়া আফরিন ইতি সহকারী শিক্ষক ব্র্যাক মাধ্যমিক বিদ্যালয়, বগুড়া। (52, 1379, 160, 1412)
math-qa-line: ১৭। ১০ ও ১৮ এর গ.সা.গু. কত? (1273, 1711, 1388, 1721)
student-banner-title: শিক্ষার্থীর পাতা (67, 1182, 263, 1295)
mcq-line: গ) ii ও iii ঘ) i, ii ও iii (605, 2158, 683, 2168)
bangla-mcq-line: ক) একটি খ) দুটি (1033, 2201, 1089, 2211)
inflation-col-5: এই রকম অবস্থা চলতে থাকলে মধ্যবিত্ত বলে কোন শ্রেণী থাকবে না। এক পরিসংখ্যানে জানা গেছে, করোনা-১৯ এর কারণে বিশ্বে মধ্যবিত্তের সংখ্যা কমেছে প্রায় ১৫ কোটি আর দরিদ্রের সংখ্যা বেড়েছে ১৩ কোটি ১০ লাখ। পিউ রিচার্স সেন্টার বলছে কোভিড মহামারি বিশ্ব অর্থনীতিতে গভীর প্রভাব ফেলেছে। বিশ্বব্যাপী প্রবৃদ্ধি কমে গেছে, অর্থনীতির মন্দা সময়েতে জীবনযাত্রার মান কমিয়ে দিয়েছে। অগত্যা এই সংকট থেকে উত্তরণে সরকারকে সঠিক পদক্ষেপ নিতে হবে। (715, 927, 844, 1100)
mcq-line: ৬। কোনটি ক্রোমাটিড বিভাজনের সময় কী বিন্দুতে যুক্ত থাকে? (406, 2194, 583, 2216)
